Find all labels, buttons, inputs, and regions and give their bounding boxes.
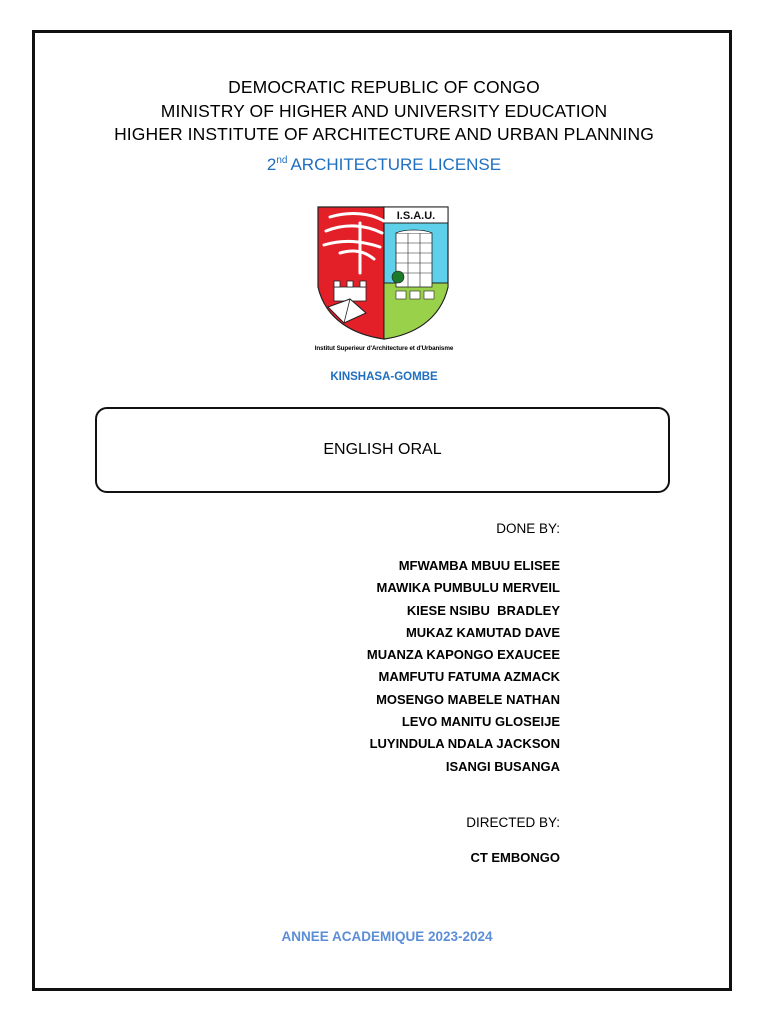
member-name: MOSENGO MABELE NATHAN [376,691,560,707]
directed-by-label: DIRECTED BY: [466,815,560,830]
institute-logo [300,203,468,359]
logo-caption: Institut Superieur d'Architecture et d'Urbanisme [314,345,454,352]
members-list [367,555,560,778]
shield-emblem [300,203,468,343]
member-name: MUANZA KAPONGO EXAUCEE [366,647,560,663]
ministry-title: MINISTRY OF HIGHER AND UNIVERSITY EDUCATION [160,100,608,121]
license-title [0,147,768,179]
done-by-label: DONE BY: [496,521,560,536]
academic-year: ANNEE ACADEMIQUE 2023-2024 [281,929,493,944]
member-name: MFWAMBA MBUU ELISEE [398,558,560,573]
member-name: KIESE NSIBU BRADLEY [406,602,560,618]
license-ordinal-suffix: nd [276,154,288,166]
license-text: ARCHITECTURE LICENSE [290,154,502,174]
member-name: MAWIKA PUMBULU MERVEIL [376,580,560,596]
director-name: CT EMBONGO [470,850,560,865]
member-name: ISANGI BUSANGA [445,758,560,774]
institute-title: HIGHER INSTITUTE OF ARCHITECTURE AND URBAN PLANNING [114,124,654,144]
member-name: MUKAZ KAMUTAD DAVE [405,624,560,640]
license-ordinal: 2 [266,154,277,174]
city-label: KINSHASA-GOMBE [330,371,438,383]
logo-acronym: I.S.A.U. [396,210,436,222]
document-header [0,76,768,179]
member-name: LUYINDULA NDALA JACKSON [369,736,560,752]
subject-box [95,407,670,493]
member-name: LEVO MANITU GLOSEIJE [401,714,560,730]
subject-title: ENGLISH ORAL [323,441,442,458]
member-name: MAMFUTU FATUMA AZMACK [378,669,560,685]
country-title: DEMOCRATIC REPUBLIC OF CONGO [228,77,540,97]
